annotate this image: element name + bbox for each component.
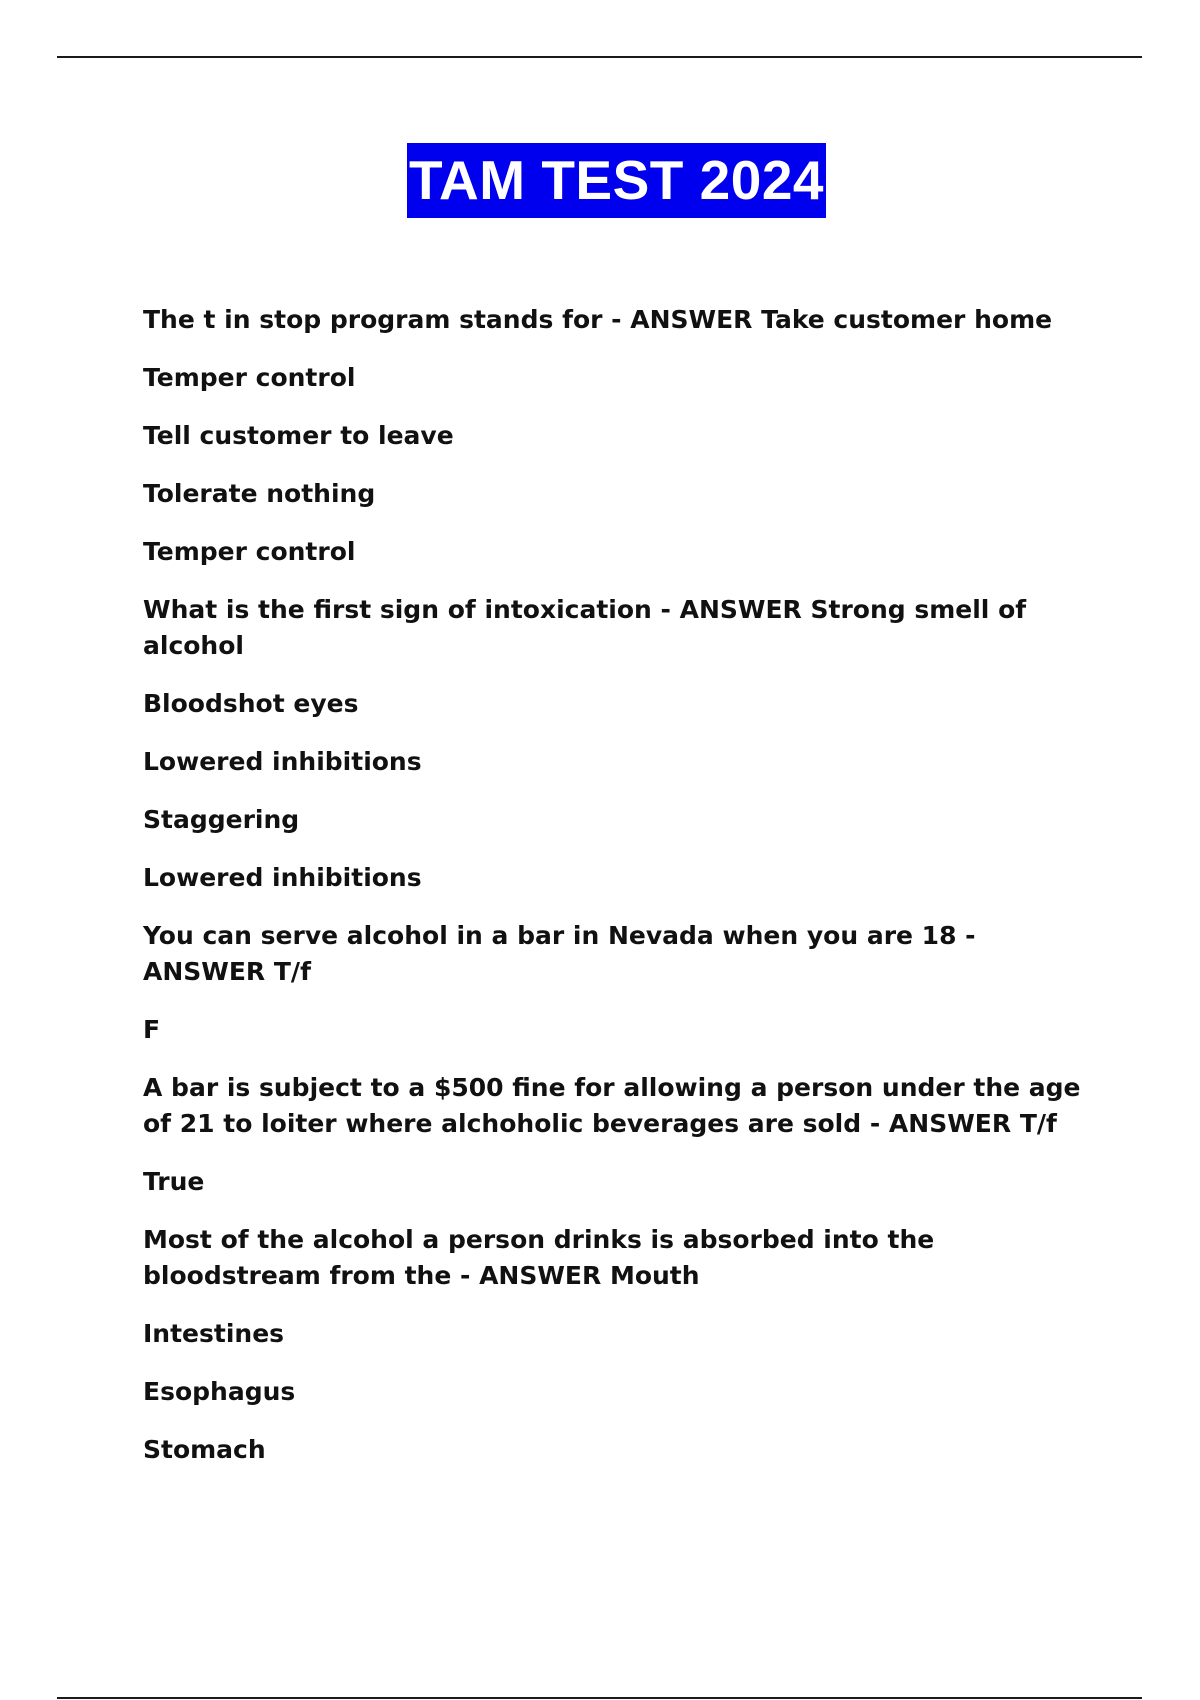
text-line: Esophagus (143, 1377, 296, 1406)
text-line: Bloodshot eyes (143, 689, 359, 718)
page-title: TAM TEST 2024 (407, 143, 826, 218)
text-line: You can serve alcohol in a bar in Nevada when you are 18 - ANSWER T/f (143, 921, 976, 986)
text-line: Tell customer to leave (143, 421, 454, 450)
text-line: A bar is subject to a $500 fine for allowing a person under the age of 21 to loiter where alchoholic beverages are sold - ANSWER T/f (143, 1073, 1081, 1138)
text-line: Staggering (143, 805, 300, 834)
title-container (0, 143, 1200, 218)
text-line: Lowered inhibitions (143, 863, 422, 892)
text-line: What is the first sign of intoxication - ANSWER Strong smell of alcohol (143, 595, 1027, 660)
bottom-divider (57, 1697, 1142, 1699)
top-divider (57, 56, 1142, 58)
text-line: F (143, 1015, 161, 1044)
text-line: Intestines (143, 1319, 285, 1348)
text-line: Stomach (143, 1435, 266, 1464)
text-line: Lowered inhibitions (143, 747, 422, 776)
text-line: Tolerate nothing (143, 479, 376, 508)
text-line: The t in stop program stands for - ANSWER Take customer home (143, 305, 1053, 334)
text-line: Most of the alcohol a person drinks is absorbed into the bloodstream from the - ANSWER Mouth (143, 1225, 935, 1290)
text-line: Temper control (143, 363, 356, 392)
text-line: Temper control (143, 537, 356, 566)
text-line: True (143, 1167, 205, 1196)
question-list (143, 302, 1103, 1490)
